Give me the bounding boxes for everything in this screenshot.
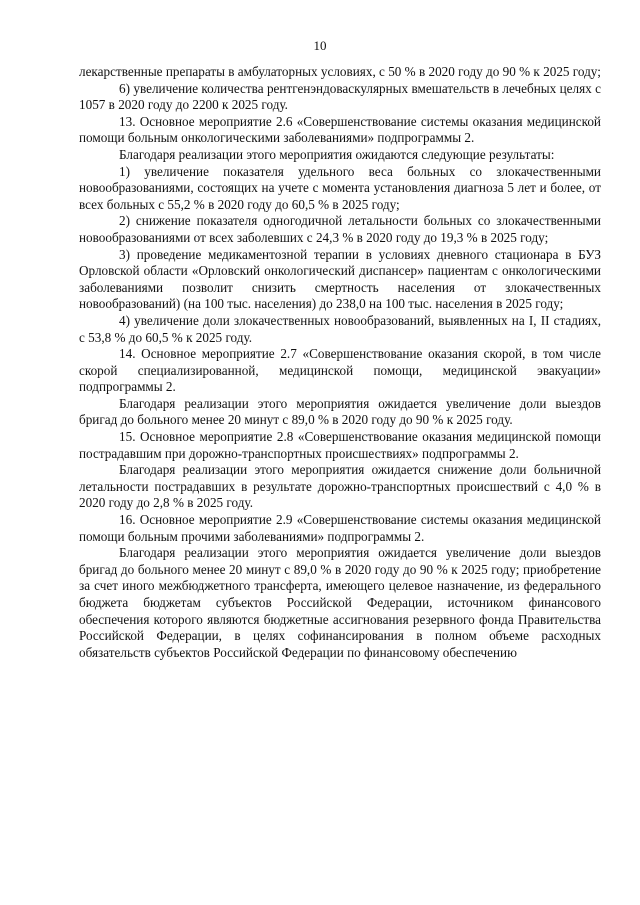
document-body [79, 64, 601, 661]
paragraph-measure-16: 16. Основное мероприятие 2.9 «Совершенствование системы оказания медицинской помощи больным прочими заболеваниями» подпрограммы 2. [79, 512, 601, 544]
paragraph-measure-14: 14. Основное мероприятие 2.7 «Совершенствование оказания скорой, в том числе скорой специализированной, медицинской помощи, медицинской эвакуации» подпрограммы 2. [79, 346, 601, 395]
paragraph-measure-15-result: Благодаря реализации этого мероприятия ожидается снижение доли больничной летальности пострадавших в результате дорожно-транспортных происшествий с 4,0 % в 2020 году до 2,8 % в 2025 году. [79, 462, 601, 511]
paragraph-measure-14-result: Благодаря реализации этого мероприятия ожидается увеличение доли выездов бригад до больного менее 20 минут с 89,0 % в 2020 году до 90 % к 2025 году. [79, 395, 601, 428]
paragraph-continuation: лекарственные препараты в амбулаторных условиях, с 50 % в 2020 году до 90 % к 2025 году; [79, 64, 601, 79]
paragraph-item-6: 6) увеличение количества рентгенэндоваскулярных вмешательств в лечебных целях с 1057 в 2020 году до 2200 к 2025 году. [79, 80, 601, 113]
paragraph-result-2: 2) снижение показателя одногодичной летальности больных со злокачественными новообразованиями от всех заболевших с 24,3 % в 2020 году до 19,3 % в 2025 году; [79, 213, 601, 245]
paragraph-measure-16-result: Благодаря реализации этого мероприятия ожидается увеличение доли выездов бригад до больного менее 20 минут с 89,0 % в 2020 году до 90 % к 2025 году; приобретение за счет иного межбюджетного трансферта, имеющего целевое назначение, из федерального бюджета бюджетам субъектов Российской Федерации, источником финансового обеспечения которого являются бюджетные ассигнования резервного фонда Правительства Российской Федерации, в целях софинансирования в полном объеме расходных обязательств субъектов Российской Федерации по финансовому обеспечению [79, 545, 601, 660]
page-number: 10 [313, 38, 327, 53]
paragraph-result-3: 3) проведение медикаментозной терапии в условиях дневного стационара в БУЗ Орловской области «Орловский онкологический диспансер» пациентам с онкологическими заболеваниями позволит снизить смертность населения от злокачественных новообразований) (на 100 тыс. населения) до 238,0 на 100 тыс. населения в 2025 году; [79, 246, 601, 312]
paragraph-results-intro: Благодаря реализации этого мероприятия ожидаются следующие результаты: [119, 146, 555, 162]
paragraph-measure-13: 13. Основное мероприятие 2.6 «Совершенствование системы оказания медицинской помощи больным онкологическими заболеваниями» подпрограммы 2. [79, 113, 601, 146]
paragraph-result-4: 4) увеличение доли злокачественных новообразований, выявленных на I, II стадиях, с 53,8 % до 60,5 % к 2025 году. [79, 312, 601, 345]
paragraph-measure-15: 15. Основное мероприятие 2.8 «Совершенствование оказания медицинской помощи пострадавшим при дорожно-транспортных происшествиях» подпрограммы 2. [79, 429, 601, 461]
paragraph-result-1: 1) увеличение показателя удельного веса больных со злокачественными новообразованиями, состоящих на учете с момента установления диагноза 5 лет и более, от всех больных с 55,2 % в 2020 году до 60,5 % в 2025 году; [79, 163, 601, 212]
